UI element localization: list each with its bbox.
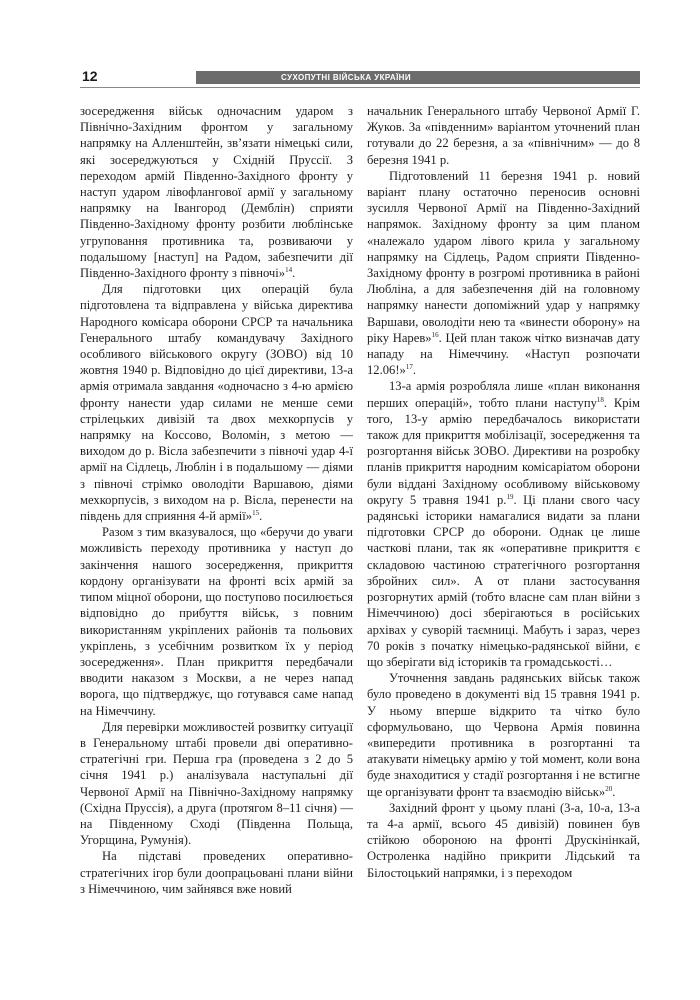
paragraph-text: начальник Генерального штабу Червоної Армії Г. Жуков. За «південним» варіантом уточнений план готували до 22 березня, а за «північним» — до 8 березня 1941 р. [367, 104, 640, 167]
paragraph [80, 719, 353, 849]
right-column [367, 103, 640, 881]
footnote-marker: 19 [506, 492, 514, 501]
footnote-marker: 15 [252, 508, 260, 517]
paragraph-text: 13-а армія розробляла лише «план виконання перших операцій», тобто плани наступу [367, 379, 640, 410]
paragraph-text: Підготовлений 11 березня 1941 р. новий варіант плану остаточно переносив основні зусилля Червоної Армії на Південно-Західний напрямок. Західному фронту за цим планом «належало ударом лівого крила у загальному напрямку на Сідлець, Радом сприяти Південно-Західному фронту в розгромі противника в районі Любліна, а для забезпечення дій на головному напрямку нанести допоміжний удар у напрямку Варшави, оволодіти нею та «винести оборону» на ріку Нарев» [367, 168, 640, 345]
left-column [80, 103, 353, 897]
header-rule [80, 87, 640, 88]
paragraph [367, 378, 640, 670]
paragraph-text: Західний фронт у цьому плані (3-а, 10-а, 13-а та 4-а армії, всього 45 дивізій) повинен був стійкою обороною на фронті Друскінінкай, Остроленка надійно прикрити Лідський та Білостоцький напрямки, і з переходом [367, 800, 640, 880]
paragraph-text: Уточнення завдань радянських військ також було проведено в документі від 15 травня 1941 р. У ньому вперше відкрито та чітко було сформульовано, що Червона Армія повинна «випередити противника в розгортанні та атакувати німецьку армію у той момент, коли вона буде знаходитися у стадії розгортання і не встигне ще організувати фронт та взаємодію військ» [367, 671, 640, 799]
paragraph [367, 168, 640, 379]
paragraph [80, 524, 353, 718]
footnote-marker: 20 [605, 784, 613, 793]
page-number: 12 [82, 68, 98, 84]
paragraph [367, 800, 640, 881]
footnote-marker: 17 [405, 363, 413, 372]
paragraph [80, 848, 353, 897]
paragraph: зосередження військ одночасним ударом з Північно-Західним фронтом у загальному напрямку на Алленштейн, зв’язати німецькі сили, які зосереджуються у Східній Пруссії. З переходом армій Південно-Західного фронту у наступ ударом лівофлангової армії у загальному напрямку на Івангород (Демблін) сприяти Південно-Західному фронту розбити люблінське угруповання противника та, розвиваючи у подальшому [наступ] на Радом, забезпечити дії Південно-Західного фронту з півночі»$^{14}$. [80, 104, 353, 281]
footnote-marker: 16 [431, 330, 439, 339]
paragraph: Для підготовки цих операцій була підготовлена та відправлена у війська директива Народного комісара оборони СРСР та начальника Генерального штабу командувачу Західного особливого військового округу (ЗОВО) від 10 жовтня 1940 р. Відповідно до цієї директиви, 13-а армія отримала завдання «одночасно з 4-ю армією фронту нанести удар силами не менше семи стрілецьких дивізій та двох мехкорпусів у напрямку на Коссово, Воломін, з метою — виходом до р. Вісла забезпечити з півночі удар 4-ї армії на Сідлець, Люблін і в подальшому — діями з півночі стрімко оволодіти Варшавою, діями мехкорпусів, з виходом на р. Вісла, перенести на південь для сприяння 4-й армії»$^{15}$. [80, 282, 353, 524]
paragraph-text: . Цей план також чітко визначав дату нападу на Німеччину. «Наступ розпочати 12.06!» [367, 330, 641, 378]
footnote-marker: 18 [596, 395, 604, 404]
paragraph [367, 103, 640, 168]
running-title: СУХОПУТНІ ВІЙСЬКА УКРАЇНИ [281, 73, 411, 82]
paragraph-text: Разом з тим вказувалося, що «беручи до уваги можливість переходу противника у наступ до закінчення нашого зосередження, прикриття кордону організувати на фронті всіх армій за типом міцної оборони, що поступово посилюється відповідно до прибуття військ, з повним використанням укріплених районів та польових укріплень, з усебічним розвитком їх у період зосередження». План прикриття передбачали вводити наказом з Москви, а не через напад ворога, що підтверджує, що готувався саме напад на Німеччину. [80, 525, 353, 718]
paragraph-text: . [612, 784, 616, 799]
footnote-marker: 14 [285, 265, 293, 274]
paragraph-text: Для перевірки можливостей розвитку ситуації в Генеральному штабі провели дві оперативно-стратегічні гри. Перша гра (проведена з 2 до 5 січня 1941 р.) аналізувала наступальні дії Червоної Армії на Північно-Західному напрямку (Східна Пруссія), а друга (протягом 8–11 січня) — на Південному Сході (Південна Польща, Угорщина, Румунія). [80, 719, 353, 848]
paragraph-text: . Крім того, 13-у армію передбачалось використати також для прикриття мобілізації, зосередження та розгортання військ ЗОВО. Директиви на розробку планів прикриття народним комісаріатом оборони були віддані Західному особливому військовому округу 5 травня 1941 р. [367, 395, 640, 507]
paragraph-text: . [412, 363, 416, 378]
running-header [80, 70, 640, 86]
running-title-band [196, 71, 640, 84]
paragraph [367, 670, 640, 800]
paragraph-text: . Ці плани свого часу радянські історики намагалися видати за плани підготовки СРСР до оборони. Однак це лише часткові плани, так як «оперативне прикриття є складовою частиною стратегічного розгортання збройних сил». А от плани застосування розгорнутих армій (тобто власне сам план війни з Німеччиною) досі зберігаються в російських архівах у суворій таємниці. Мабуть і зараз, через 70 років з початку німецько-радянської війни, є що зберігати від істориків та громадськості… [367, 492, 640, 669]
paragraph-text: На підставі проведених оперативно-стратегічних ігор були доопрацьовані плани війни з Німеччиною, чим зайнявся вже новий [80, 849, 353, 896]
paragraph-text: Для підготовки цих операцій була підготовлена та відправлена у війська директива Народного комісара оборони СРСР та начальника Генерального штабу командувачу Західного особливого військового округу (ЗОВО) від 10 жовтня 1940 р. Відповідно до цієї директиви, 13-а армія отримала завдання «одночасно з 4-ю армією фронту нанести удар силами не менше семи стрілецьких дивізій та двох мехкорпусів у напрямку на Коссово, Воломін, з метою — виходом до р. Вісла забезпечити з півночі удар 4-ї армії на Сідлець, Люблін і в подальшому — діями з півночі стрімко оволодіти Варшавою, діями мехкорпусів, з виходом на р. Вісла, перенести на південь для сприяння 4-й армії» [80, 282, 353, 524]
paragraph-text: зосередження військ одночасним ударом з Північно-Західним фронтом у загальному напрямку на Алленштейн, зв’язати німецькі сили, які зосереджуються у Східній Пруссії. З переходом армій Південно-Західного фронту у наступ ударом лівофлангової армії у загальному напрямку на Івангород (Демблін) сприяти Південно-Західному фронту розбити люблінське угруповання противника та, розвиваючи у подальшому [наступ] на Радом, забезпечити дії Південно-Західного фронту з півночі» [80, 104, 353, 281]
